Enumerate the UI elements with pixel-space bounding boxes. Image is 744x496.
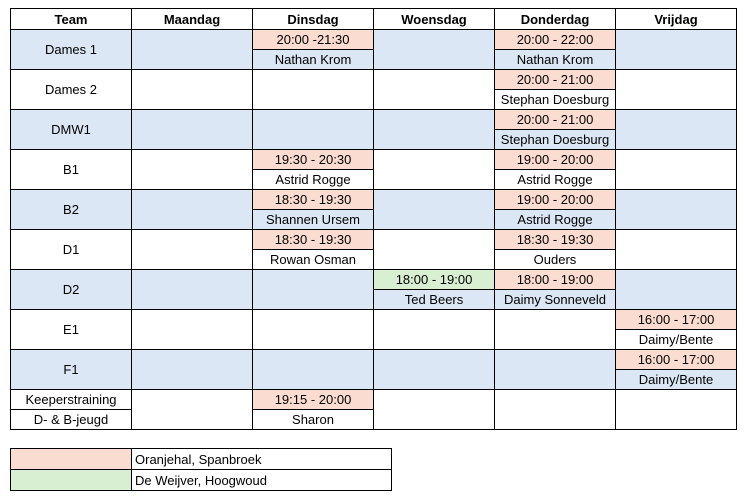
header-maandag: Maandag — [132, 9, 253, 30]
session-coach: Stephan Doesburg — [495, 130, 616, 150]
legend-row — [11, 470, 392, 491]
empty-cell — [616, 230, 737, 270]
empty-cell — [132, 110, 253, 150]
empty-cell — [495, 310, 616, 350]
empty-cell — [132, 350, 253, 390]
session-time: 18:30 - 19:30 — [253, 230, 374, 250]
legend-row — [11, 449, 392, 470]
session-time: 18:30 - 19:30 — [253, 190, 374, 210]
session-coach: Rowan Osman — [253, 250, 374, 270]
empty-cell — [616, 190, 737, 230]
session-coach: Shannen Ursem — [253, 210, 374, 230]
session-time: 20:00 - 22:00 — [495, 30, 616, 50]
team-name: DMW1 — [11, 110, 132, 150]
empty-cell — [374, 110, 495, 150]
team-name: E1 — [11, 310, 132, 350]
session-coach: Daimy/Bente — [616, 330, 737, 350]
session-time: 19:00 - 20:00 — [495, 150, 616, 170]
empty-cell — [132, 150, 253, 190]
table-row — [11, 310, 737, 330]
header-row — [11, 9, 737, 30]
empty-cell — [253, 350, 374, 390]
table-row — [11, 390, 737, 410]
session-coach: Astrid Rogge — [253, 170, 374, 190]
session-time: 18:00 - 19:00 — [495, 270, 616, 290]
empty-cell — [616, 150, 737, 190]
team-name: Dames 1 — [11, 30, 132, 70]
team-name: B2 — [11, 190, 132, 230]
table-row — [11, 150, 737, 170]
team-name: D2 — [11, 270, 132, 310]
session-coach: Sharon — [253, 410, 374, 430]
session-coach: Ted Beers — [374, 290, 495, 310]
table-row — [11, 30, 737, 50]
empty-cell — [253, 70, 374, 110]
empty-cell — [132, 230, 253, 270]
session-coach: Ouders — [495, 250, 616, 270]
empty-cell — [374, 390, 495, 430]
empty-cell — [616, 70, 737, 110]
session-time: 20:00 -21:30 — [253, 30, 374, 50]
table-row — [11, 190, 737, 210]
session-time: 19:30 - 20:30 — [253, 150, 374, 170]
team-name: F1 — [11, 350, 132, 390]
session-coach: Daimy Sonneveld — [495, 290, 616, 310]
table-row — [11, 350, 737, 370]
legend-swatch-weijver — [11, 470, 132, 491]
session-coach: Daimy/Bente — [616, 370, 737, 390]
empty-cell — [374, 30, 495, 70]
legend-label-weijver: De Weijver, Hoogwoud — [132, 470, 392, 491]
empty-cell — [374, 150, 495, 190]
table-row — [11, 110, 737, 130]
empty-cell — [616, 30, 737, 70]
table-row — [11, 230, 737, 250]
empty-cell — [616, 270, 737, 310]
session-time: 16:00 - 17:00 — [616, 310, 737, 330]
session-time: 16:00 - 17:00 — [616, 350, 737, 370]
session-time: 20:00 - 21:00 — [495, 110, 616, 130]
empty-cell — [253, 110, 374, 150]
empty-cell — [374, 230, 495, 270]
empty-cell — [495, 350, 616, 390]
session-time: 19:15 - 20:00 — [253, 390, 374, 410]
empty-cell — [374, 70, 495, 110]
empty-cell — [132, 30, 253, 70]
session-time: 18:30 - 19:30 — [495, 230, 616, 250]
legend-label-oranjehal: Oranjehal, Spanbroek — [132, 449, 392, 470]
session-time: 18:00 - 19:00 — [374, 270, 495, 290]
header-dinsdag: Dinsdag — [253, 9, 374, 30]
session-coach: Nathan Krom — [495, 50, 616, 70]
legend-table — [10, 448, 392, 491]
empty-cell — [495, 390, 616, 430]
empty-cell — [132, 70, 253, 110]
team-name: Dames 2 — [11, 70, 132, 110]
empty-cell — [374, 310, 495, 350]
empty-cell — [374, 350, 495, 390]
schedule-table — [10, 8, 737, 430]
session-coach: Stephan Doesburg — [495, 90, 616, 110]
session-time: 20:00 - 21:00 — [495, 70, 616, 90]
header-team: Team — [11, 9, 132, 30]
table-row — [11, 270, 737, 290]
empty-cell — [132, 190, 253, 230]
empty-cell — [374, 190, 495, 230]
header-vrijdag: Vrijdag — [616, 9, 737, 30]
session-coach: Astrid Rogge — [495, 170, 616, 190]
empty-cell — [616, 110, 737, 150]
team-name: D1 — [11, 230, 132, 270]
empty-cell — [616, 390, 737, 430]
empty-cell — [253, 270, 374, 310]
team-name-line1: Keeperstraining — [11, 390, 132, 410]
session-coach: Nathan Krom — [253, 50, 374, 70]
empty-cell — [132, 270, 253, 310]
session-coach: Astrid Rogge — [495, 210, 616, 230]
session-time: 19:00 - 20:00 — [495, 190, 616, 210]
table-row — [11, 70, 737, 90]
team-name-line2: D- & B-jeugd — [11, 410, 132, 430]
empty-cell — [132, 390, 253, 430]
header-woensdag: Woensdag — [374, 9, 495, 30]
header-donderdag: Donderdag — [495, 9, 616, 30]
legend-swatch-oranjehal — [11, 449, 132, 470]
team-name: B1 — [11, 150, 132, 190]
empty-cell — [253, 310, 374, 350]
empty-cell — [132, 310, 253, 350]
